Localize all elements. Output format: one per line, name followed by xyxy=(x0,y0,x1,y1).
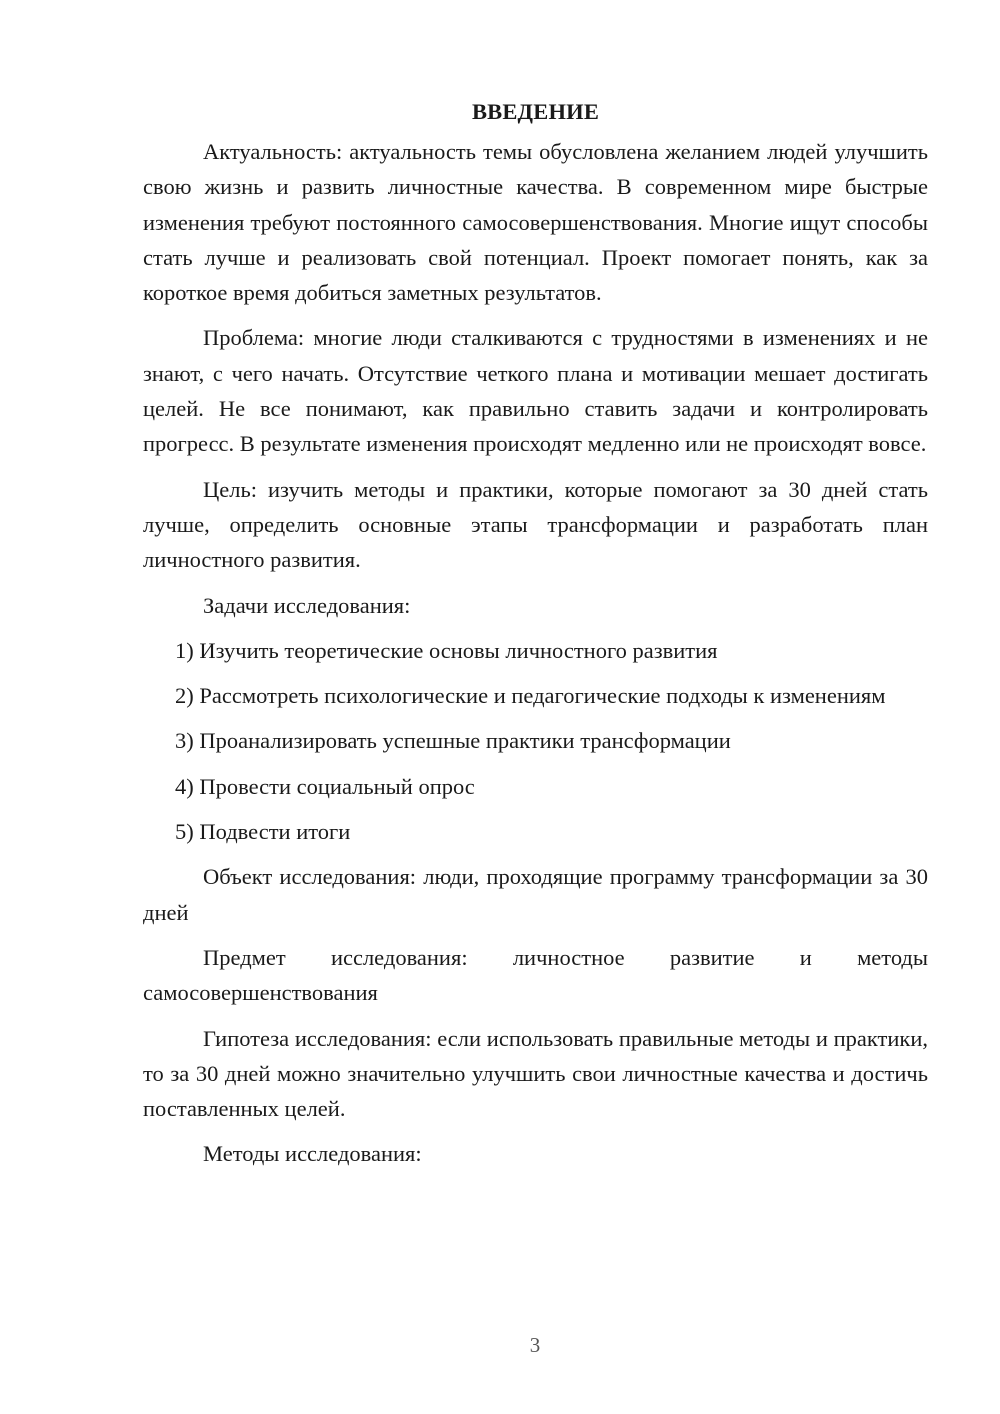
page-number: 3 xyxy=(529,1333,541,1357)
methods-label: Методы исследования: xyxy=(203,1141,422,1167)
paragraph-problem: Проблема: многие люди сталкиваются с трудностями в изменениях и не знают, с чего начать. Отсутствие четкого плана и мотивации мешает достигать целей. Не все понимают, как правильно ставить задачи и контролировать прогресс. В результате изменения происходят медленно или не происходят вовсе. xyxy=(143,325,928,457)
task-item-5: 5) Подвести итоги xyxy=(175,819,351,845)
document-body xyxy=(143,96,928,1182)
tasks-label: Задачи исследования: xyxy=(203,592,411,618)
task-item-4: 4) Провести социальный опрос xyxy=(175,773,475,799)
paragraph-hypothesis: Гипотеза исследования: если использовать правильные методы и практики, то за 30 дней можно значительно улучшить свои личностные качества и достичь поставленных целей. xyxy=(143,1025,928,1122)
paragraph-relevance: Актуальность: актуальность темы обусловлена желанием людей улучшить свою жизнь и развить личностные качества. В современном мире быстрые изменения требуют постоянного самосовершенствования. Многие ищут способы стать лучше и реализовать свой потенциал. Проект помогает понять, как за короткое время добиться заметных результатов. xyxy=(143,139,928,306)
paragraph-subject: Предмет исследования: личностное развитие и методы самосовершенствования xyxy=(143,944,928,1006)
task-item-1: 1) Изучить теоретические основы личностного развития xyxy=(175,637,718,663)
section-heading: ВВЕДЕНИЕ xyxy=(471,99,600,124)
paragraph-goal: Цель: изучить методы и практики, которые помогают за 30 дней стать лучше, определить основные этапы трансформации и разработать план личностного развития. xyxy=(143,476,928,573)
task-item-2: 2) Рассмотреть психологические и педагогические подходы к изменениям xyxy=(175,683,886,709)
paragraph-object: Объект исследования: люди, проходящие программу трансформации за 30 дней xyxy=(143,864,928,925)
task-item-3: 3) Проанализировать успешные практики трансформации xyxy=(175,728,731,754)
